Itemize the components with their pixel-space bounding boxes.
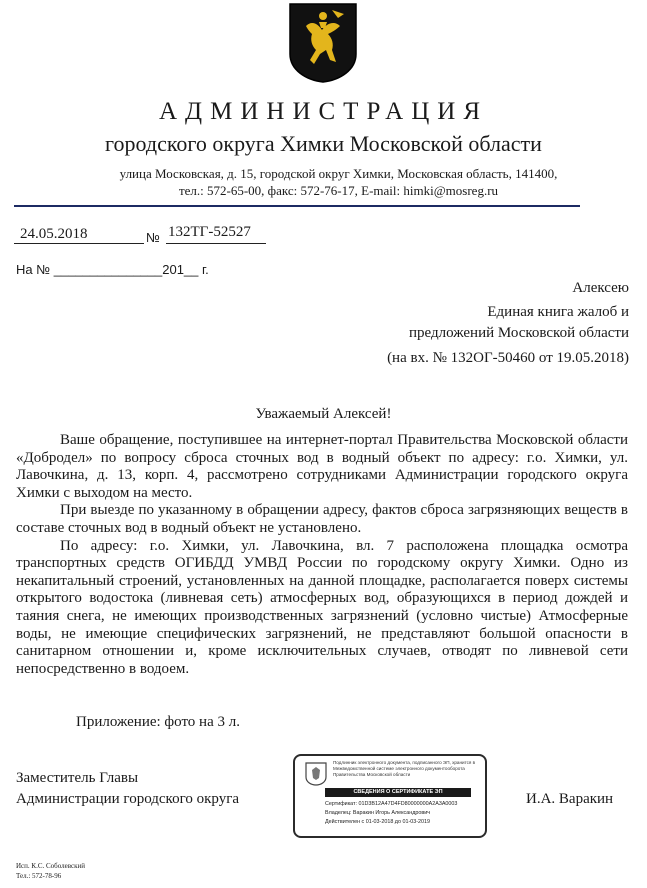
signer-name: И.А. Варакин — [526, 791, 614, 807]
certificate-id: Сертификат: 01D3B12A47D4FD80000000A2A3A0003 — [325, 801, 458, 807]
certificate-owner: Владелец: Варакин Игорь Александрович — [325, 810, 431, 816]
recipient-name: Алексею — [572, 280, 629, 296]
recipient-org-line1: Единая книга жалоб и — [487, 304, 629, 320]
organization-subtitle: городского округа Химки Московской области — [105, 131, 542, 156]
executor-phone: Тел.: 572-78-96 — [16, 872, 62, 880]
recipient-org-line2: предложений Московской области — [408, 325, 629, 341]
letter-body — [16, 432, 628, 678]
organization-title: АДМИНИСТРАЦИЯ — [159, 98, 488, 125]
signature-note: Подлинник электронного документа, подписанного ЭП, хранится в Межведомственной системе электронного документооборота Правительства Московской области — [333, 760, 476, 778]
certificate-validity: Действителен с 01-03-2018 до 01-03-2019 — [325, 819, 431, 825]
himki-coat-of-arms-icon — [288, 2, 358, 84]
electronic-signature-stamp — [293, 754, 487, 838]
incoming-reference: (на вх. № 132ОГ-50460 от 19.05.2018) — [387, 350, 629, 366]
contact-line: тел.: 572-65-00, факс: 572-76-17, E-mail: himki@mosreg.ru — [178, 183, 499, 198]
outgoing-date: 24.05.2018 — [20, 226, 88, 242]
body-paragraph: По адресу: г.о. Химки, ул. Лавочкина, вл. 7 расположена площадка осмотра транспортных средств ОГИБДД УМВД России по городскому округу Химки. Одно из некапитальный строений, установленных на данной площадке, располагается поверх системы открытого водостока (ливневая сеть) атмосферных вод, образующихся в период дождей и таяния снега, не имеющих производственных загрязнений (условно чистые) Атмосферные воды, не имеющие специфических загрязнений, не представляют большой опасности в санитарном отношении и, кроме исключительных случаев, отводят по ливневой сети непосредственно в водоем. — [16, 537, 628, 677]
outgoing-number: 132ТГ-52527 — [168, 224, 251, 240]
body-paragraph: Ваше обращение, поступившее на интернет-портал Правительства Московской области «Добродел» по вопросу сброса сточных вод в водный объект по адресу: г.о. Химки, ул. Лавочкина, д. 13, корп. 4, рассмотрено сотрудниками Администрации городского округа Химки с выходом на место. — [16, 432, 628, 501]
body-paragraph: При выезде по указанному в обращении адресу, фактов сброса загрязняющих веществ в составе сточных вод в водный объект не установлено. — [16, 502, 628, 536]
header-divider — [14, 205, 580, 207]
executor-name: Исп. К.С. Соболевский — [16, 862, 85, 870]
salutation: Уважаемый Алексей! — [255, 406, 392, 422]
date-underline — [14, 243, 144, 244]
signer-position-line1: Заместитель Главы — [16, 770, 139, 786]
certificate-banner: СВЕДЕНИЯ О СЕРТИФИКАТЕ ЭП — [325, 788, 471, 797]
reference-line: На № _______________201__ г. — [16, 262, 209, 277]
number-underline — [166, 243, 266, 244]
number-label: № — [146, 230, 160, 245]
attachment-note: Приложение: фото на 3 л. — [76, 714, 240, 730]
moscow-region-coat-of-arms-icon — [305, 762, 327, 786]
signer-position-line2: Администрации городского округа — [16, 791, 240, 807]
address-line: улица Московская, д. 15, городской округ Химки, Московская область, 141400, — [119, 166, 558, 181]
